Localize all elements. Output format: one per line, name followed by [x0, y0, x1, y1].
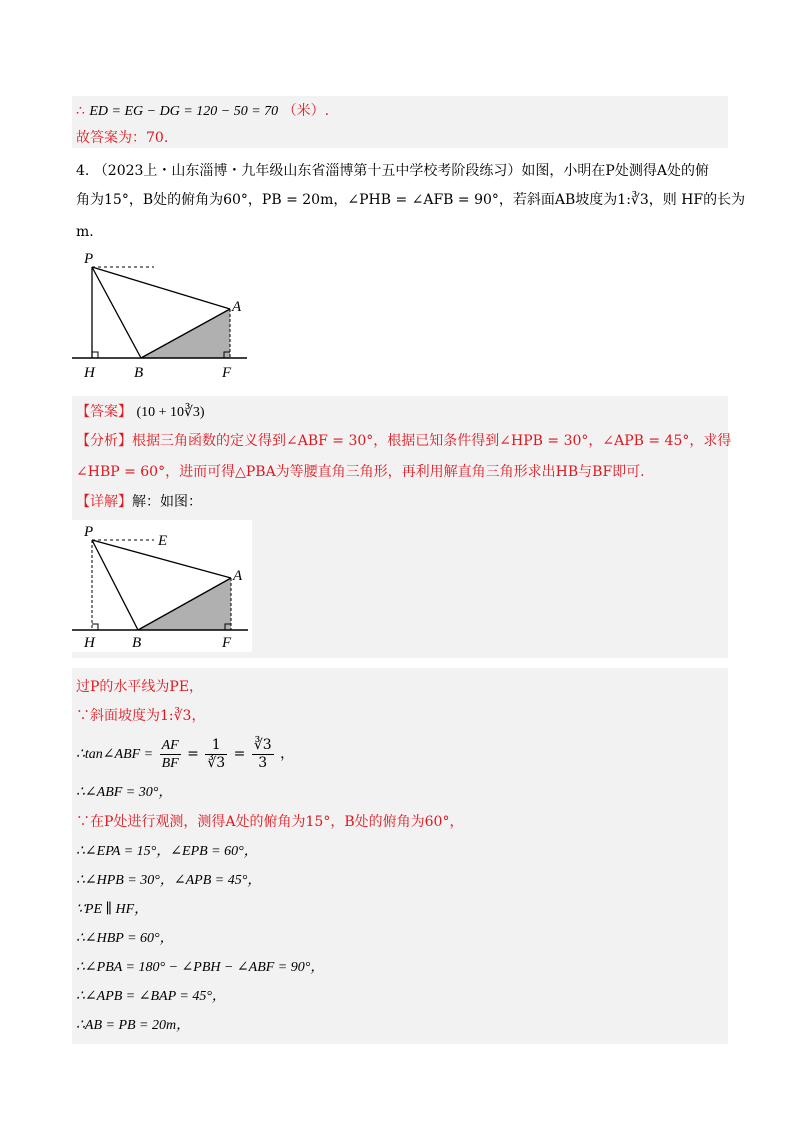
- label-F-2: F: [222, 635, 232, 651]
- fraction-1-root3-den: ∛3: [207, 754, 226, 771]
- tan-expression: ∴tan∠ABF =: [76, 747, 154, 762]
- answer-line: [76, 402, 205, 423]
- solution-step-10: ∴∠PBA = 180° − ∠PBH − ∠ABF = 90°，: [76, 960, 325, 975]
- segment-PA: [92, 267, 230, 309]
- question-line-1: 4. （2023上・山东淄博・九年级山东省淄博第十五中学校考阶段练习）如图，小明在P处测得A处的俯: [76, 163, 709, 179]
- label-H-2: H: [84, 635, 95, 651]
- label-E-2: E: [158, 533, 168, 549]
- solution-step-4: ∴∠ABF = 30°，: [76, 785, 173, 800]
- intro-equation: ED = EG − DG = 120 − 50 = 70: [89, 104, 279, 119]
- detail-tag: 【详解】: [76, 494, 132, 510]
- label-B-2: B: [132, 635, 142, 651]
- solution-step-1: 过P的水平线为PE，: [76, 679, 204, 695]
- detail-line: [76, 492, 202, 512]
- segment-PB: [92, 267, 141, 358]
- solution-step-3: [76, 734, 294, 775]
- label-A: A: [232, 299, 242, 315]
- answer-value: (10 + 10∛3): [136, 405, 205, 420]
- solution-step-7: ∴∠HPB = 30°，∠APB = 45°，: [76, 873, 262, 888]
- fraction-1-root3-num: 1: [205, 737, 227, 755]
- equals-sign-2: =: [233, 746, 246, 762]
- intro-line-1: [76, 101, 329, 122]
- question-line-3: m.: [76, 224, 94, 240]
- fraction-af-bf: [160, 737, 181, 772]
- therefore-symbol: ∴: [76, 103, 85, 119]
- figure-1: [72, 245, 252, 385]
- analysis-line-2: ∠HBP = 60°，进而可得△PBA为等腰直角三角形，再利用解直角三角形求出HB与BF即可.: [76, 464, 645, 480]
- right-angle-H: [92, 352, 98, 358]
- fraction-1-root3: [205, 737, 227, 772]
- label-B: B: [134, 365, 144, 381]
- fraction-root3-3-num: ∛3: [253, 736, 272, 753]
- fraction-af-bf-den: BF: [161, 755, 179, 771]
- step-3-comma: ，: [280, 746, 295, 762]
- fraction-root3-3: [252, 737, 274, 772]
- label-H: H: [84, 365, 95, 381]
- solution-step-6: ∴∠EPA = 15°，∠EPB = 60°，: [76, 844, 258, 859]
- solution-step-11: ∴∠APB = ∠BAP = 45°，: [76, 989, 226, 1004]
- intro-unit: （米）.: [282, 103, 330, 119]
- figure-2: [72, 520, 252, 652]
- detail-text: 解：如图：: [132, 494, 202, 510]
- label-A-2: A: [233, 568, 243, 584]
- analysis-tag: 【分析】: [76, 433, 132, 449]
- solution-step-5: ∵在P处进行观测，测得A处的俯角为15°，B处的俯角为60°，: [76, 814, 464, 830]
- analysis-line-1: [76, 431, 731, 451]
- solution-step-9: ∴∠HBP = 60°，: [76, 931, 174, 946]
- answer-tag: 【答案】: [76, 404, 132, 420]
- fraction-root3-3-den: 3: [258, 754, 268, 771]
- label-P: P: [84, 251, 94, 267]
- intro-line-2: 故答案为：70.: [76, 130, 169, 146]
- label-P-2: P: [84, 524, 94, 540]
- question-line-2: 角为15°，B处的俯角为60°，PB = 20m，∠PHB = ∠AFB = 90°，若斜面AB坡度为1:∛3，则 HF的长为: [76, 192, 746, 208]
- equals-sign-1: =: [187, 746, 199, 762]
- solution-step-12: ∴AB = PB = 20m，: [76, 1018, 191, 1033]
- solution-step-2: ∵斜面坡度为1:∛3，: [76, 708, 206, 724]
- analysis-text-1: 根据三角函数的定义得到∠ABF = 30°，根据已知条件得到∠HPB = 30°，∠APB = 45°，求得: [132, 433, 732, 449]
- fraction-af-bf-num: AF: [161, 737, 179, 753]
- label-F: F: [222, 365, 232, 381]
- solution-step-8: ∵PE ∥ HF，: [76, 902, 149, 917]
